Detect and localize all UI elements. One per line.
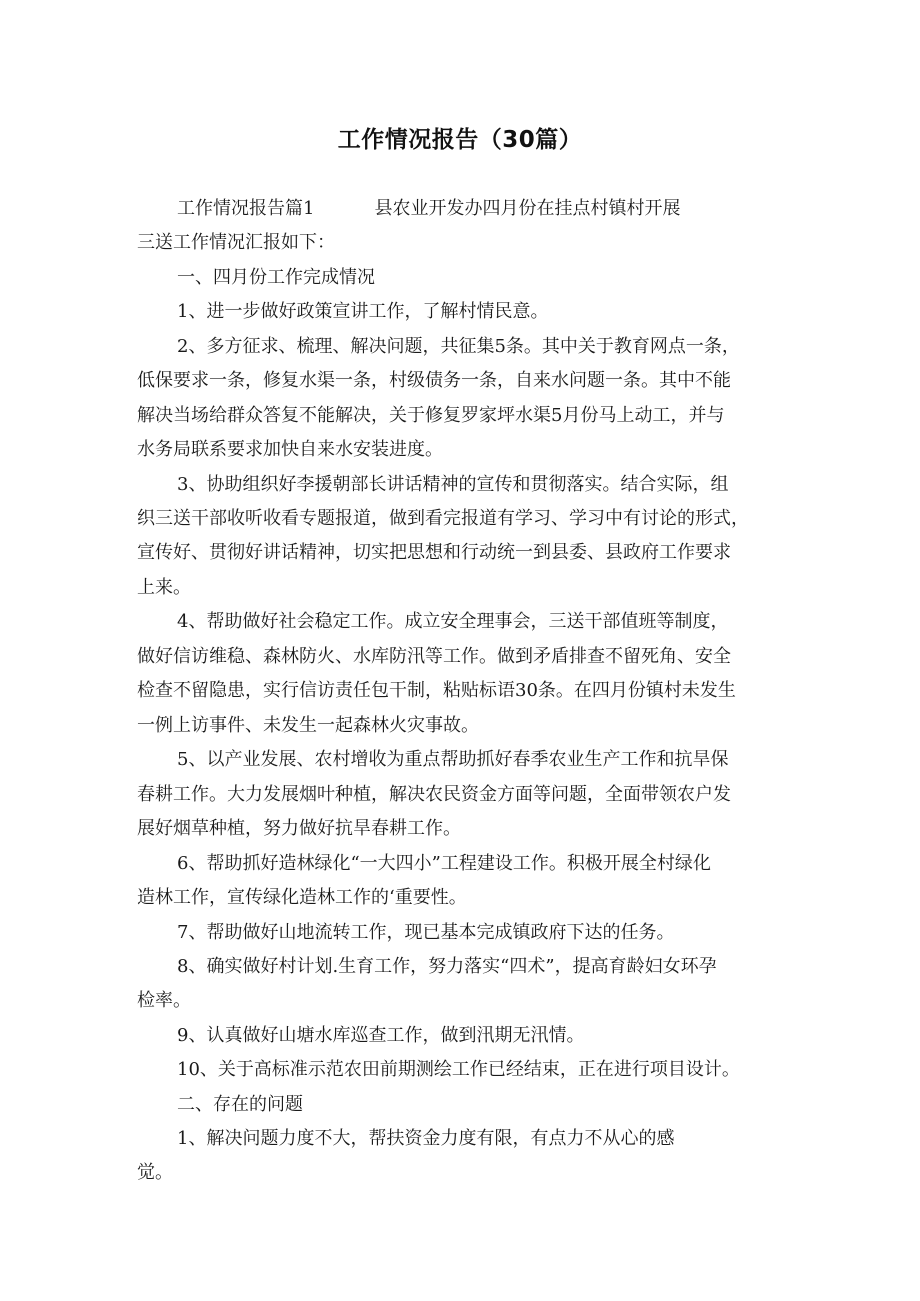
text-line: 一、四月份工作完成情况 <box>177 267 375 288</box>
text-line: 检查不留隐患，实行信访责任包干制，粘贴标语30条。在四月份镇村未发生 <box>137 680 736 701</box>
text-line: 织三送干部收听收看专题报道，做到看完报道有学习、学习中有讨论的形式， <box>137 508 749 529</box>
text-line: 1、解决问题力度不大，帮扶资金力度有限，有点力不从心的感 <box>177 1128 675 1149</box>
text-line: 解决当场给群众答复不能解决，关于修复罗家坪水渠5月份马上动工，并与 <box>137 405 725 426</box>
text-line: 二、存在的问题 <box>177 1094 303 1115</box>
text-line: 10、关于高标准示范农田前期测绘工作已经结束，正在进行项目设计。 <box>177 1059 740 1080</box>
text-line: 6、帮助抓好造林绿化“一大四小”工程建设工作。积极开展全村绿化 <box>177 853 711 874</box>
text-line: 春耕工作。大力发展烟叶种植，解决农民资金方面等问题，全面带领农户发 <box>137 784 731 805</box>
text-line: 4、帮助做好社会稳定工作。成立安全理事会，三送干部值班等制度， <box>177 611 729 632</box>
text-part: 县农业开发办四月份在挂点村镇村开展 <box>374 198 681 219</box>
text-line: 8、确实做好村计划.生育工作，努力落实“四术”，提高育龄妇女环孕 <box>177 956 717 977</box>
text-line: 展好烟草种植，努力做好抗旱春耕工作。 <box>137 818 461 839</box>
text-line: 造林工作，宣传绿化造林工作的‘重要性。 <box>137 887 467 908</box>
text-part: 工作情况报告篇1 <box>177 198 315 219</box>
text-line: 上来。 <box>137 577 191 598</box>
text-line: 做好信访维稳、森林防火、水库防汛等工作。做到矛盾排查不留死角、安全 <box>137 646 731 667</box>
text-line: 3、协助组织好李援朝部长讲话精神的宣传和贯彻落实。结合实际，组 <box>177 474 729 495</box>
text-line: 1、进一步做好政策宣讲工作，了解村情民意。 <box>177 301 549 322</box>
text-line: 5、以产业发展、农村增收为重点帮助抓好春季农业生产工作和抗旱保 <box>177 749 729 770</box>
document-title: 工作情况报告（30篇） <box>337 127 583 153</box>
text-line: 觉。 <box>137 1162 173 1183</box>
text-line: 一例上访事件、未发生一起森林火灾事故。 <box>137 715 479 736</box>
text-line: 低保要求一条，修复水渠一条，村级债务一条，自来水问题一条。其中不能 <box>137 370 731 391</box>
text-line: 宣传好、贯彻好讲话精神，切实把思想和行动统一到县委、县政府工作要求 <box>137 542 731 563</box>
text-line: 检率。 <box>137 990 191 1011</box>
text-line: 2、多方征求、梳理、解决问题，共征集5条。其中关于教育网点一条， <box>177 336 740 357</box>
text-line: 7、帮助做好山地流转工作，现已基本完成镇政府下达的任务。 <box>177 922 675 943</box>
text-line <box>177 197 680 221</box>
text-line: 9、认真做好山塘水库巡查工作，做到汛期无汛情。 <box>177 1025 585 1046</box>
text-line: 水务局联系要求加快自来水安装进度。 <box>137 439 443 460</box>
text-line: 三送工作情况汇报如下： <box>137 232 335 253</box>
